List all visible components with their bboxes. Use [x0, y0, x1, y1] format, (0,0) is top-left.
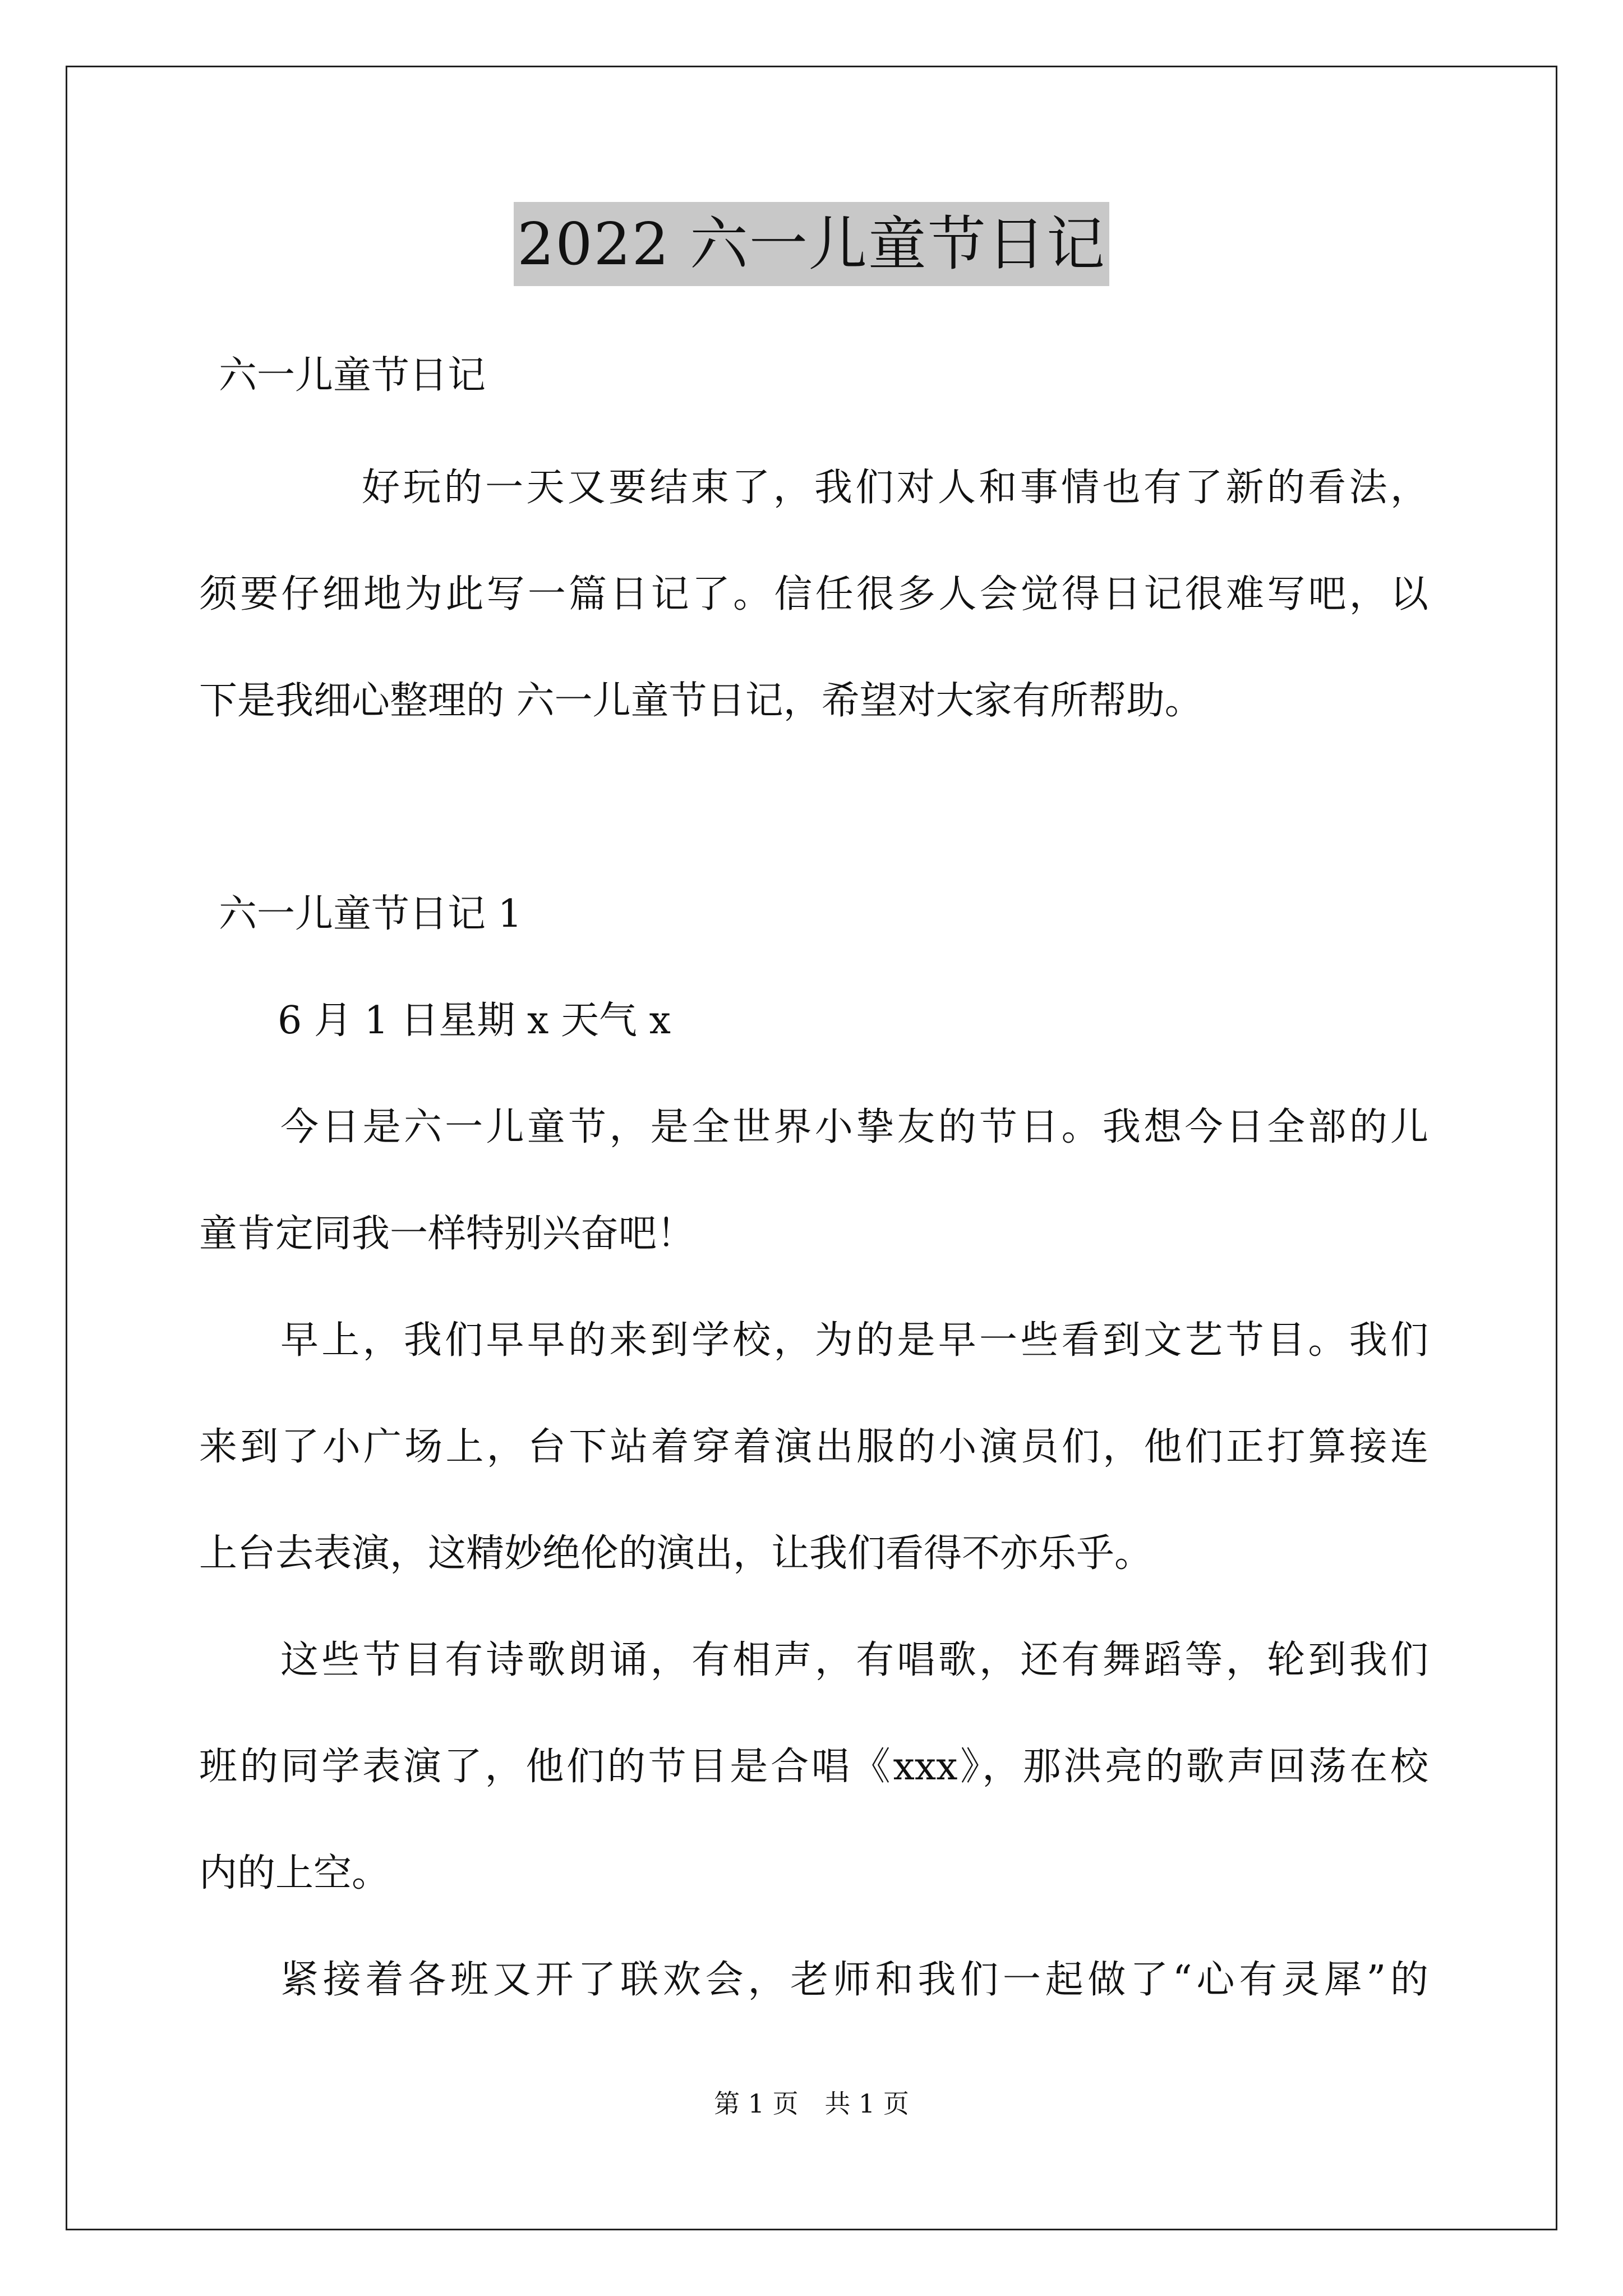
- document-subtitle: 六一儿童节日记: [219, 353, 486, 398]
- page-footer: [0, 2084, 1623, 2123]
- paragraph-line: 童肯定同我一样特别兴奋吧！: [199, 1212, 695, 1256]
- page-total: 共 1 页: [824, 2088, 909, 2119]
- paragraph-line: 来到了小广场上，台下站着穿着演出服的小演员们，他们正打算接连: [199, 1425, 1428, 1469]
- paragraph-line: 班的同学表演了，他们的节目是合唱《xxx》，那洪亮的歌声回荡在校: [199, 1745, 1428, 1789]
- intro-line: 好玩的一天又要结束了，我们对人和事情也有了新的看法，: [362, 466, 1428, 510]
- document-title: 2022 六一儿童节日记: [514, 202, 1109, 286]
- paragraph-line: 上台去表演，这精妙绝伦的演出，让我们看得不亦乐乎。: [199, 1531, 1153, 1576]
- intro-line: 下是我细心整理的 六一儿童节日记，希望对大家有所帮助。: [199, 679, 1203, 723]
- intro-line: 须要仔细地为此写一篇日记了。信任很多人会觉得日记很难写吧，以: [199, 572, 1428, 616]
- paragraph-line: 内的上空。: [199, 1851, 390, 1895]
- paragraph-line: 紧接着各班又开了联欢会，老师和我们一起做了“心有灵犀”的: [280, 1958, 1428, 2002]
- paragraph-line: 这些节目有诗歌朗诵，有相声，有唱歌，还有舞蹈等，轮到我们: [280, 1638, 1428, 1682]
- section-heading: 六一儿童节日记 1: [219, 892, 522, 936]
- title-container: [0, 202, 1623, 286]
- paragraph-line: 早上，我们早早的来到学校，为的是早一些看到文艺节目。我们: [280, 1318, 1428, 1363]
- paragraph-line: 今日是六一儿童节，是全世界小挚友的节日。我想今日全部的儿: [280, 1105, 1428, 1149]
- page-number: 第 1 页: [714, 2088, 799, 2119]
- date-line: 6 月 1 日星期 x 天气 x: [278, 999, 671, 1043]
